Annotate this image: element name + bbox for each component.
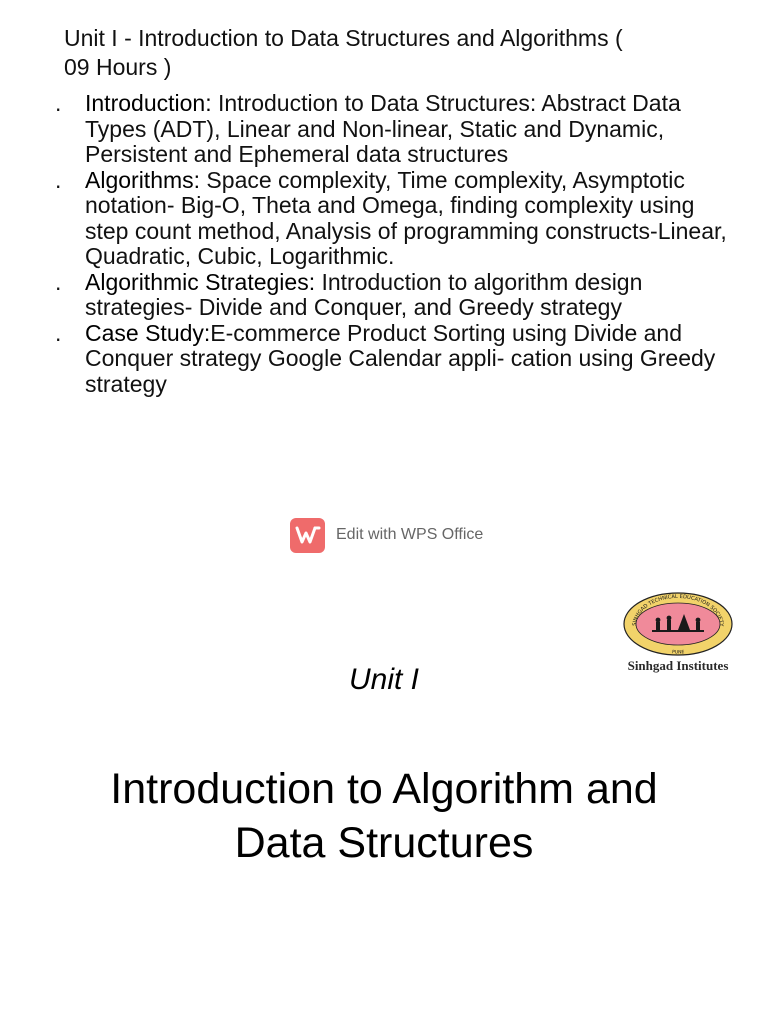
item-text: Introduction to algorithm design strategies- Divide and Conquer, and Greedy strategy bbox=[85, 268, 643, 320]
item-text: E-commerce Product Sorting using Divide and Conquer strategy Google Calendar appli- cation using Greedy strategy bbox=[85, 319, 716, 397]
item-text: Introduction to Data Structures: Abstract Data Types (ADT), Linear and Non-linear, Static and Dynamic, Persistent and Ephemeral data structures bbox=[85, 90, 681, 167]
item-label: Introduction: bbox=[85, 90, 212, 116]
sinhgad-emblem-icon bbox=[622, 590, 734, 656]
edit-with-wps-badge[interactable] bbox=[290, 517, 483, 553]
syllabus-item-introduction bbox=[0, 91, 740, 168]
seal-text-bottom: PUNE bbox=[671, 650, 685, 656]
wps-office-logo-icon bbox=[290, 518, 325, 553]
syllabus-item-strategies bbox=[0, 270, 740, 321]
bullet-marker: . bbox=[55, 166, 62, 193]
bullet-marker: . bbox=[55, 319, 62, 346]
slide-unit-label: Unit I bbox=[348, 663, 420, 696]
unit-heading-line1: Unit I - Introduction to Data Structures and Algorithms ( bbox=[64, 25, 623, 51]
seal-text-top: SINHGAD TECHNICAL EDUCATION SOCIETY bbox=[631, 593, 725, 627]
syllabus-item-algorithms bbox=[0, 168, 740, 270]
syllabus-item-case-study bbox=[0, 321, 740, 398]
bullet-marker: . bbox=[55, 268, 62, 295]
unit-heading-line2: 09 Hours ) bbox=[64, 54, 172, 80]
item-label: Algorithmic Strategies: bbox=[85, 268, 316, 295]
unit-heading bbox=[64, 24, 724, 82]
institute-logo bbox=[612, 590, 744, 674]
item-label: Case Study: bbox=[85, 319, 211, 346]
slide-title-line1: Introduction to Algorithm and bbox=[110, 765, 658, 813]
slide-title-line2: Data Structures bbox=[234, 819, 534, 867]
item-text: Space complexity, Time complexity, Asymptotic notation- Big-O, Theta and Omega, finding complexity using step count method, Analysis of programming constructs-Linear, Quadratic, Cubic, Logarithmic. bbox=[85, 166, 727, 269]
item-label: Algorithms: bbox=[85, 166, 201, 193]
bullet-marker: . bbox=[55, 90, 62, 116]
wps-edit-label: Edit with WPS Office bbox=[336, 526, 484, 543]
syllabus-list bbox=[0, 91, 740, 397]
institute-caption: Sinhgad Institutes bbox=[627, 658, 729, 673]
